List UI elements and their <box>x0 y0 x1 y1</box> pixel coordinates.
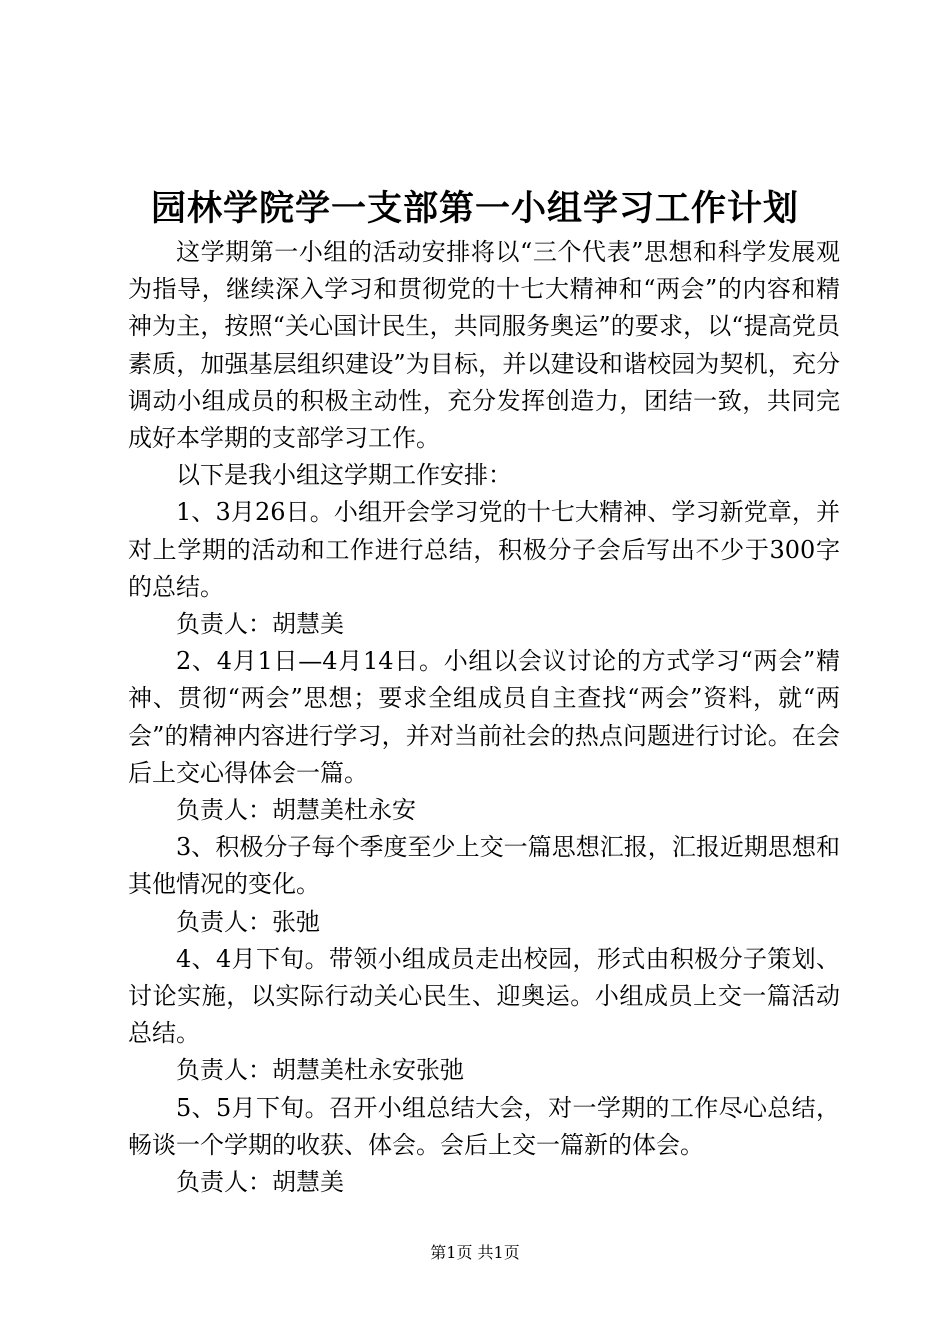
paragraph-owner-5: 负责人：胡慧美 <box>176 1168 344 1197</box>
paragraph-intro: 这学期第一小组的活动安排将以“三个代表”思想和科学发展观为指导，继续深入学习和贯彻党的十七大精神和“两会”的内容和精神为主，按照“关心国计民生，共同服务奥运”的要求，以“提高党员素质，加强基层组织建设”为目标，并以建设和谐校园为契机，充分调动小组成员的积极主动性，充分发挥创造力，团结一致，共同完成好本学期的支部学习工作。 <box>128 238 840 453</box>
page-footer: 第1页 共1页 <box>430 1243 520 1262</box>
paragraph-owner-2: 负责人：胡慧美杜永安 <box>176 796 416 825</box>
paragraph-item-5: 5、5月下旬。召开小组总结大会，对一学期的工作尽心总结，畅谈一个学期的收获、体会。会后上交一篇新的体会。 <box>128 1093 840 1159</box>
paragraph-owner-4: 负责人：胡慧美杜永安张弛 <box>176 1056 464 1085</box>
paragraph-owner-3: 负责人：张弛 <box>176 907 320 936</box>
paragraph-item-3: 3、积极分子每个季度至少上交一篇思想汇报，汇报近期思想和其他情况的变化。 <box>128 833 840 899</box>
paragraph-item-2: 2、4月1日—4月14日。小组以会议讨论的方式学习“两会”精神、贯彻“两会”思想；要求全组成员自主查找“两会”资料，就“两会”的精神内容进行学习，并对当前社会的热点问题进行讨论。在会后上交心得体会一篇。 <box>128 647 840 787</box>
paragraph-item-4: 4、4月下旬。带领小组成员走出校园，形式由积极分子策划、讨论实施，以实际行动关心民生、迎奥运。小组成员上交一篇活动总结。 <box>128 944 840 1048</box>
document-body <box>128 234 840 1201</box>
paragraph-item-1: 1、3月26日。小组开会学习党的十七大精神、学习新党章，并对上学期的活动和工作进行总结，积极分子会后写出不少于300字的总结。 <box>128 498 840 601</box>
paragraph-owner-1: 负责人：胡慧美 <box>176 610 344 639</box>
document-title: 园林学院学一支部第一小组学习工作计划 <box>150 188 799 229</box>
paragraph-schedule-intro: 以下是我小组这学期工作安排： <box>176 461 512 490</box>
